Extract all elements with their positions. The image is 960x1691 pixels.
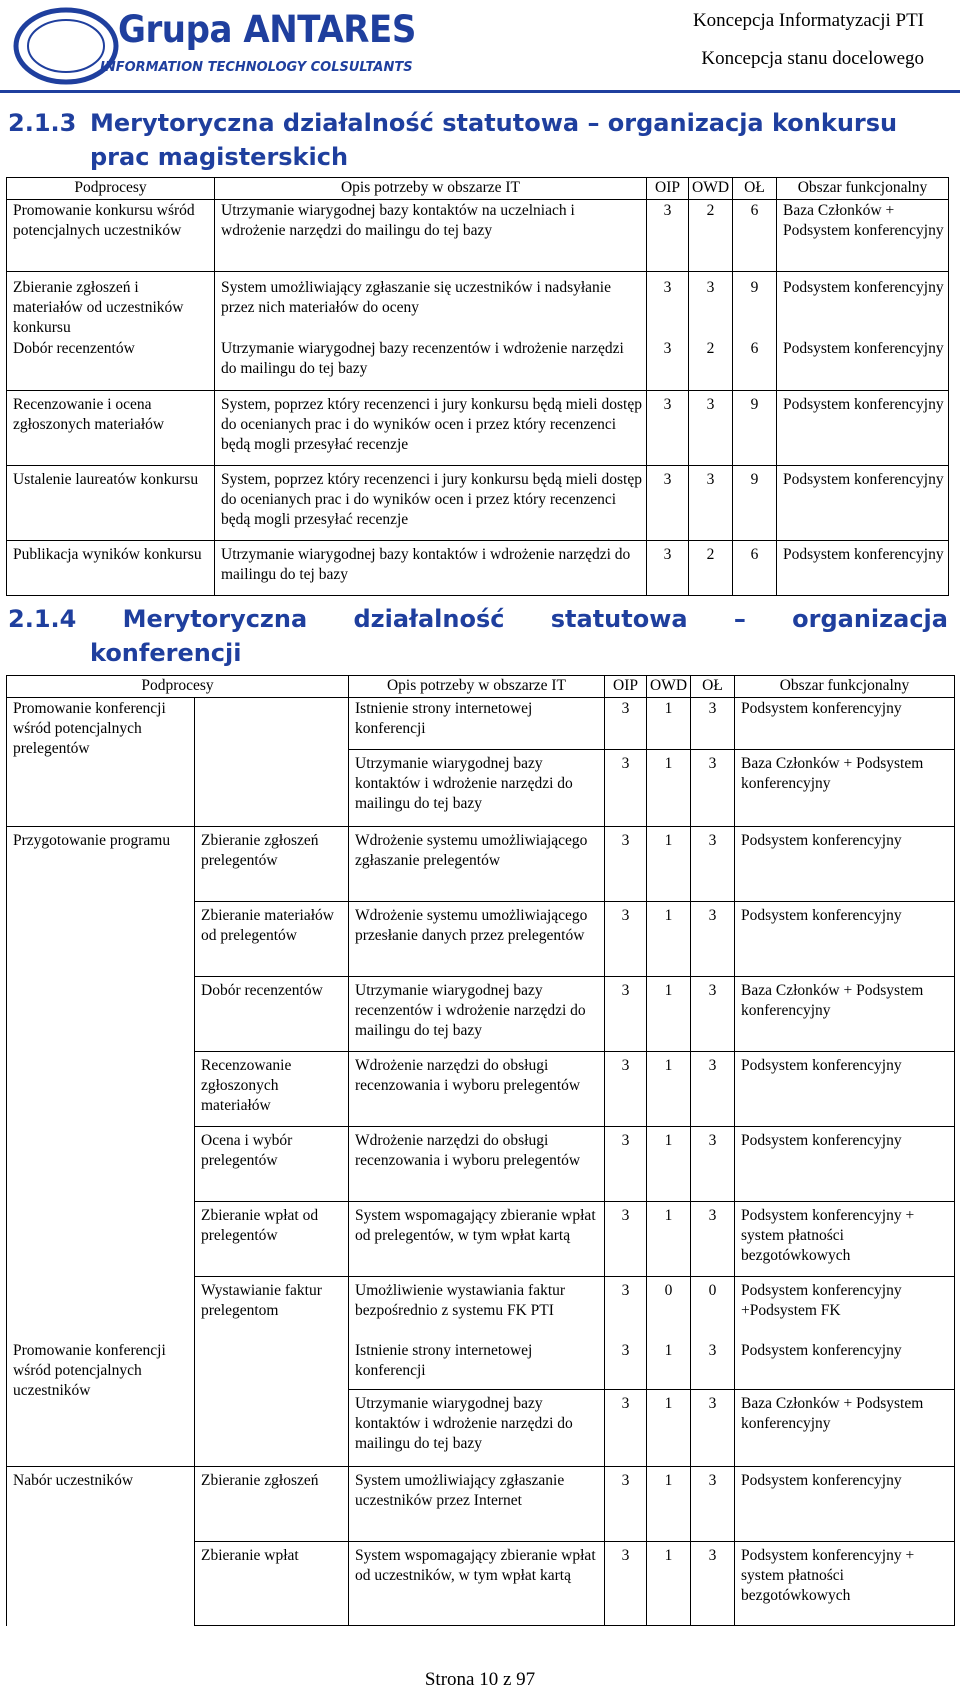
table-row: [7, 698, 955, 750]
ol-cell: 0: [691, 1277, 735, 1340]
oip-cell: 3: [605, 1052, 647, 1127]
table-row: [7, 1467, 955, 1542]
conference-needs-table: [6, 675, 955, 1626]
ol-cell: 3: [691, 1202, 735, 1277]
ol-cell: 9: [733, 465, 777, 540]
header-rule: [0, 90, 960, 93]
owd-cell: 2: [689, 540, 733, 595]
ol-cell: 3: [691, 1390, 735, 1467]
description-cell: Utrzymanie wiarygodnej bazy recenzentów i wdrożenie narzędzi do mailingu do tej bazy: [349, 977, 605, 1052]
owd-cell: 1: [647, 1340, 691, 1390]
ol-cell: 3: [691, 827, 735, 902]
oip-cell: 3: [605, 1390, 647, 1467]
oip-cell: 3: [605, 1542, 647, 1626]
description-cell: Istnienie strony internetowej konferencji: [349, 698, 605, 750]
area-cell: Podsystem konferencyjny + system płatności bezgotówkowych: [735, 1202, 955, 1277]
contest-needs-table: [6, 177, 949, 596]
column-header: Obszar funkcjonalny: [777, 178, 949, 200]
page-header: [0, 0, 960, 95]
description-cell: System, poprzez który recenzenci i jury konkursu będą mieli dostęp do ocenianych prac i do wyników ocen i przez który recenzenci będą mogli przesyłać recenzje: [215, 390, 647, 465]
area-cell: Podsystem konferencyjny: [735, 1467, 955, 1542]
description-cell: System wspomagający zbieranie wpłat od prelegentów, w tym wpłat kartą: [349, 1202, 605, 1277]
owd-cell: 1: [647, 1542, 691, 1626]
table-row: [7, 1340, 955, 1390]
section-heading-2-1-3: [8, 106, 948, 174]
subprocess-cell: Nabór uczestników: [7, 1467, 195, 1626]
description-cell: Wdrożenie systemu umożliwiającego przesłanie danych przez prelegentów: [349, 902, 605, 977]
column-header: Opis potrzeby w obszarze IT: [215, 178, 647, 200]
area-cell: Podsystem konferencyjny: [777, 465, 949, 540]
owd-cell: 1: [647, 1202, 691, 1277]
oip-cell: 3: [605, 1340, 647, 1390]
oip-cell: 3: [647, 200, 689, 272]
owd-cell: 1: [647, 902, 691, 977]
section-title-word: Merytoryczna: [122, 605, 308, 633]
ol-cell: 3: [691, 1542, 735, 1626]
area-cell: Baza Członków + Podsystem konferencyjny: [735, 977, 955, 1052]
owd-cell: 1: [647, 1390, 691, 1467]
subprocess-cell: Promowanie konferencji wśród potencjalnych uczestników: [7, 1340, 195, 1467]
owd-cell: 3: [689, 390, 733, 465]
column-header: Opis potrzeby w obszarze IT: [349, 676, 605, 698]
ol-cell: 6: [733, 540, 777, 595]
area-cell: Podsystem konferencyjny: [735, 698, 955, 750]
oip-cell: 3: [647, 272, 689, 339]
area-cell: Podsystem konferencyjny +Podsystem FK: [735, 1277, 955, 1340]
subprocess-cell: Dobór recenzentów: [7, 338, 215, 390]
area-cell: Podsystem konferencyjny + system płatności bezgotówkowych: [735, 1542, 955, 1626]
description-cell: Wdrożenie narzędzi do obsługi recenzowania i wyboru prelegentów: [349, 1127, 605, 1202]
ol-cell: 3: [691, 977, 735, 1052]
subprocess-cell: Zbieranie zgłoszeń i materiałów od uczestników konkursu: [7, 272, 215, 339]
subprocess-cell: Promowanie konkursu wśród potencjalnych uczestników: [7, 200, 215, 272]
owd-cell: 1: [647, 1127, 691, 1202]
owd-cell: 1: [647, 1467, 691, 1542]
description-cell: Wdrożenie narzędzi do obsługi recenzowania i wyboru prelegentów: [349, 1052, 605, 1127]
subprocess-cell: Publikacja wyników konkursu: [7, 540, 215, 595]
column-header: Podprocesy: [7, 178, 215, 200]
description-cell: Wdrożenie systemu umożliwiającego zgłaszanie prelegentów: [349, 827, 605, 902]
logo-title: Grupa ANTARES: [118, 8, 416, 51]
owd-cell: 1: [647, 977, 691, 1052]
sub-subprocess-cell: Zbieranie materiałów od prelegentów: [195, 902, 349, 977]
table-header-row: [7, 676, 955, 698]
section-number: 2.1.3: [8, 109, 77, 137]
area-cell: Podsystem konferencyjny: [777, 272, 949, 339]
section-number: 2.1.4: [8, 605, 77, 633]
owd-cell: 1: [647, 750, 691, 827]
oip-cell: 3: [605, 698, 647, 750]
table-row: [7, 200, 949, 272]
sub-subprocess-cell: Zbieranie zgłoszeń prelegentów: [195, 827, 349, 902]
oip-cell: 3: [647, 338, 689, 390]
column-header: Podprocesy: [7, 676, 349, 698]
owd-cell: 1: [647, 1052, 691, 1127]
oip-cell: 3: [605, 827, 647, 902]
owd-cell: 1: [647, 827, 691, 902]
description-cell: System, poprzez który recenzenci i jury konkursu będą mieli dostęp do ocenianych prac i do wyników ocen i przez który recenzenci będą mogli przesyłać recenzje: [215, 465, 647, 540]
ol-cell: 6: [733, 200, 777, 272]
area-cell: Podsystem konferencyjny: [735, 1127, 955, 1202]
table-row: [7, 338, 949, 390]
section-title-line2: konferencji: [90, 639, 242, 667]
ol-cell: 9: [733, 390, 777, 465]
section-heading-2-1-4: [8, 602, 948, 670]
description-cell: System umożliwiający zgłaszanie się uczestników i nadsyłanie przez nich materiałów do oceny: [215, 272, 647, 339]
description-cell: Utrzymanie wiarygodnej bazy kontaktów i wdrożenie narzędzi do mailingu do tej bazy: [349, 1390, 605, 1467]
column-header: OIP: [605, 676, 647, 698]
section-title-word: statutowa: [550, 605, 688, 633]
area-cell: Baza Członków + Podsystem konferencyjny: [777, 200, 949, 272]
oip-cell: 3: [647, 540, 689, 595]
subprocess-cell: Recenzowanie i ocena zgłoszonych materiałów: [7, 390, 215, 465]
area-cell: Podsystem konferencyjny: [735, 902, 955, 977]
ol-cell: 3: [691, 1052, 735, 1127]
document-subtitle: Koncepcja stanu docelowego: [701, 48, 924, 69]
section-title-line1: Merytoryczna działalność statutowa – organizacja konkursu: [90, 109, 898, 137]
column-header: Obszar funkcjonalny: [735, 676, 955, 698]
area-cell: Baza Członków + Podsystem konferencyjny: [735, 1390, 955, 1467]
column-header: OWD: [689, 178, 733, 200]
sub-subprocess-cell: Dobór recenzentów: [195, 977, 349, 1052]
subprocess-cell: Promowanie konferencji wśród potencjalnych prelegentów: [7, 698, 195, 827]
logo-subtitle: INFORMATION TECHNOLOGY COLSULTANTS: [100, 60, 413, 75]
sub-subprocess-cell: Zbieranie zgłoszeń: [195, 1467, 349, 1542]
area-cell: Podsystem konferencyjny: [777, 338, 949, 390]
description-cell: Utrzymanie wiarygodnej bazy recenzentów i wdrożenie narzędzi do mailingu do tej bazy: [215, 338, 647, 390]
ol-cell: 6: [733, 338, 777, 390]
column-header: OŁ: [691, 676, 735, 698]
ol-cell: 9: [733, 272, 777, 339]
description-cell: Utrzymanie wiarygodnej bazy kontaktów na uczelniach i wdrożenie narzędzi do mailingu do tej bazy: [215, 200, 647, 272]
owd-cell: 2: [689, 200, 733, 272]
page-number: Strona 10 z 97: [424, 1669, 536, 1690]
area-cell: Podsystem konferencyjny: [735, 1340, 955, 1390]
table-row: [7, 465, 949, 540]
owd-cell: 1: [647, 698, 691, 750]
table-row: [7, 390, 949, 465]
subprocess-cell: Ustalenie laureatów konkursu: [7, 465, 215, 540]
description-cell: System wspomagający zbieranie wpłat od uczestników, w tym wpłat kartą: [349, 1542, 605, 1626]
column-header: OŁ: [733, 178, 777, 200]
oip-cell: 3: [605, 977, 647, 1052]
description-cell: Utrzymanie wiarygodnej bazy kontaktów i wdrożenie narzędzi do mailingu do tej bazy: [215, 540, 647, 595]
owd-cell: 2: [689, 338, 733, 390]
area-cell: Podsystem konferencyjny: [777, 540, 949, 595]
oip-cell: 3: [605, 902, 647, 977]
description-cell: System umożliwiający zgłaszanie uczestników przez Internet: [349, 1467, 605, 1542]
oip-cell: 3: [605, 750, 647, 827]
subprocess-cell: Przygotowanie programu: [7, 827, 195, 1340]
oip-cell: 3: [647, 465, 689, 540]
oip-cell: 3: [605, 1202, 647, 1277]
ol-cell: 3: [691, 1127, 735, 1202]
description-cell: Utrzymanie wiarygodnej bazy kontaktów i wdrożenie narzędzi do mailingu do tej bazy: [349, 750, 605, 827]
table-row: [7, 540, 949, 595]
section-title-word: działalność: [353, 605, 505, 633]
oip-cell: 3: [647, 390, 689, 465]
area-cell: Baza Członków + Podsystem konferencyjny: [735, 750, 955, 827]
ol-cell: 3: [691, 1467, 735, 1542]
area-cell: Podsystem konferencyjny: [777, 390, 949, 465]
table-row: [7, 272, 949, 339]
area-cell: Podsystem konferencyjny: [735, 1052, 955, 1127]
description-cell: Umożliwienie wystawiania faktur bezpośrednio z systemu FK PTI: [349, 1277, 605, 1340]
sub-subprocess-cell: [195, 698, 349, 827]
area-cell: Podsystem konferencyjny: [735, 827, 955, 902]
description-cell: Istnienie strony internetowej konferencji: [349, 1340, 605, 1390]
ol-cell: 3: [691, 1340, 735, 1390]
owd-cell: 0: [647, 1277, 691, 1340]
ol-cell: 3: [691, 902, 735, 977]
section-title-word: –: [733, 605, 746, 633]
section-title-line2: prac magisterskich: [90, 143, 349, 171]
document-title: Koncepcja Informatyzacji PTI: [692, 10, 924, 31]
oip-cell: 3: [605, 1467, 647, 1542]
owd-cell: 3: [689, 465, 733, 540]
owd-cell: 3: [689, 272, 733, 339]
section-title-word: organizacja: [792, 605, 948, 633]
table-header-row: [7, 178, 949, 200]
sub-subprocess-cell: Zbieranie wpłat: [195, 1542, 349, 1626]
sub-subprocess-cell: Recenzowanie zgłoszonych materiałów: [195, 1052, 349, 1127]
ol-cell: 3: [691, 698, 735, 750]
column-header: OIP: [647, 178, 689, 200]
sub-subprocess-cell: Ocena i wybór prelegentów: [195, 1127, 349, 1202]
oip-cell: 3: [605, 1127, 647, 1202]
sub-subprocess-cell: Zbieranie wpłat od prelegentów: [195, 1202, 349, 1277]
ol-cell: 3: [691, 750, 735, 827]
oip-cell: 3: [605, 1277, 647, 1340]
table-row: [7, 827, 955, 902]
sub-subprocess-cell: Wystawianie faktur prelegentom: [195, 1277, 349, 1467]
column-header: OWD: [647, 676, 691, 698]
